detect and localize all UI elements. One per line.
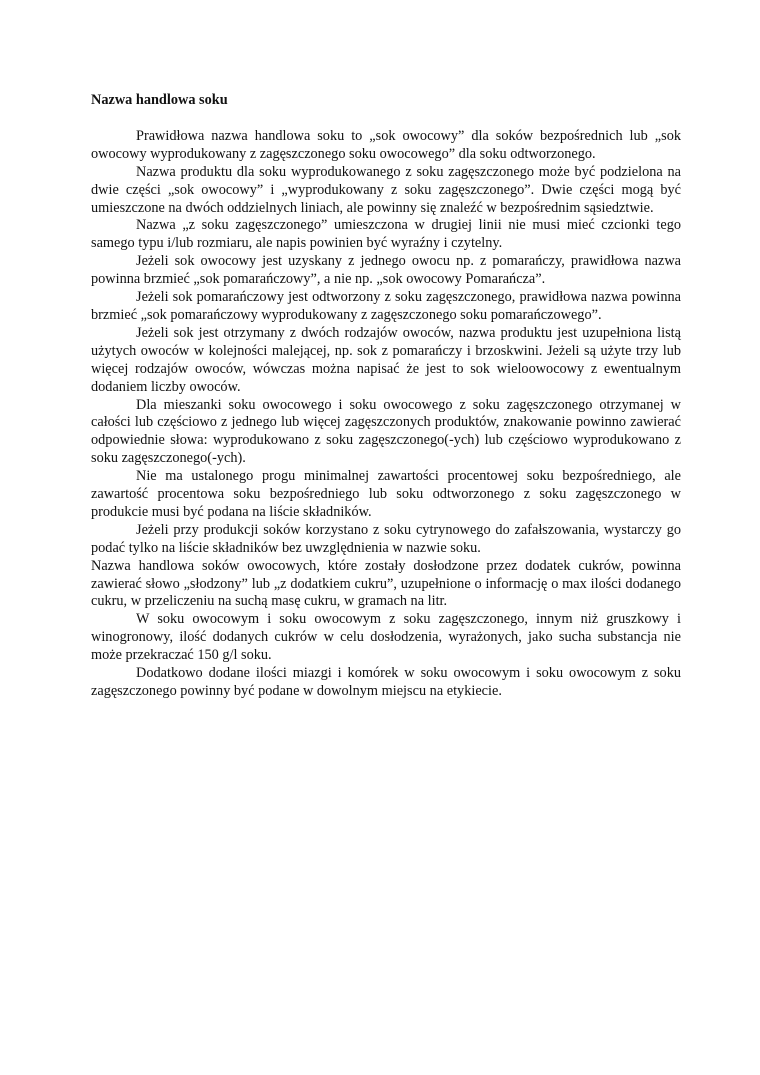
paragraph: Jeżeli sok jest otrzymany z dwóch rodzajów owoców, nazwa produktu jest uzupełniona listą użytych owoców w kolejności malejącej, np. sok z pomarańczy i brzoskwini. Jeżeli są użyte trzy lub więcej rodzajów owoców, wówczas można napisać że jest to sok wieloowocowy z ewentualnym dodaniem liczby owoców. (91, 324, 681, 395)
paragraph: Prawidłowa nazwa handlowa soku to „sok owocowy” dla soków bezpośrednich lub „sok owocowy wyprodukowany z zagęszczonego soku owocowego” dla soku odtworzonego. (91, 127, 681, 162)
paragraph: W soku owocowym i soku owocowym z soku zagęszczonego, innym niż gruszkowy i winogronowy, ilość dodanych cukrów w celu dosłodzenia, wyrażonych, jako sucha substancja nie może przekraczać 150 g/l soku. (91, 611, 681, 664)
paragraph: Dla mieszanki soku owocowego i soku owocowego z soku zagęszczonego otrzymanej w całości lub częściowo z jednego lub więcej zagęszczonych produktów, znakowanie powinno zawierać odpowiednie słowa: wyprodukowano z soku zagęszczonego(-ych) lub częściowo wyprodukowano z soku zagęszczonego(-ych). (91, 396, 681, 467)
paragraph: Jeżeli przy produkcji soków korzystano z soku cytrynowego do zafałszowania, wystarczy go podać tylko na liście składników bez uwzględnienia w nazwie soku. (91, 521, 681, 556)
paragraph: Nazwa produktu dla soku wyprodukowanego z soku zagęszczonego może być podzielona na dwie części „sok owocowy” i „wyprodukowany z soku zagęszczonego”. Dwie części mogą być umieszczone na dwóch oddzielnych liniach, ale powinny się znaleźć w bezpośrednim sąsiedztwie. (91, 163, 681, 216)
paragraph: Nazwa „z soku zagęszczonego” umieszczona w drugiej linii nie musi mieć czcionki tego samego typu i/lub rozmiaru, ale napis powinien być wyraźny i czytelny. (91, 217, 681, 252)
paragraph: Jeżeli sok owocowy jest uzyskany z jednego owocu np. z pomarańczy, prawidłowa nazwa powinna brzmieć „sok pomarańczowy”, a nie np. „sok owocowy Pomarańcza”. (91, 253, 681, 288)
paragraph: Nazwa handlowa soków owocowych, które zostały dosłodzone przez dodatek cukrów, powinna zawierać słowo „słodzony” lub „z dodatkiem cukru”, uzupełnione o informację o max ilości dodanego cukru, w przeliczeniu na suchą masę cukru, w gramach na litr. (91, 557, 681, 610)
document-heading: Nazwa handlowa soku (91, 92, 228, 108)
paragraph: Nie ma ustalonego progu minimalnej zawartości procentowej soku bezpośredniego, ale zawartość procentowa soku bezpośredniego lub soku odtworzonego z soku zagęszczonego w produkcie musi być podana na liście składników. (91, 468, 681, 520)
paragraph: Jeżeli sok pomarańczowy jest odtworzony z soku zagęszczonego, prawidłowa nazwa powinna brzmieć „sok pomarańczowy wyprodukowany z zagęszczonego soku pomarańczowego”. (91, 289, 681, 323)
document-body (91, 128, 681, 701)
paragraph: Dodatkowo dodane ilości miazgi i komórek w soku owocowym i soku owocowym z soku zagęszczonego powinny być podane w dowolnym miejscu na etykiecie. (91, 665, 681, 699)
document-page (91, 92, 681, 701)
